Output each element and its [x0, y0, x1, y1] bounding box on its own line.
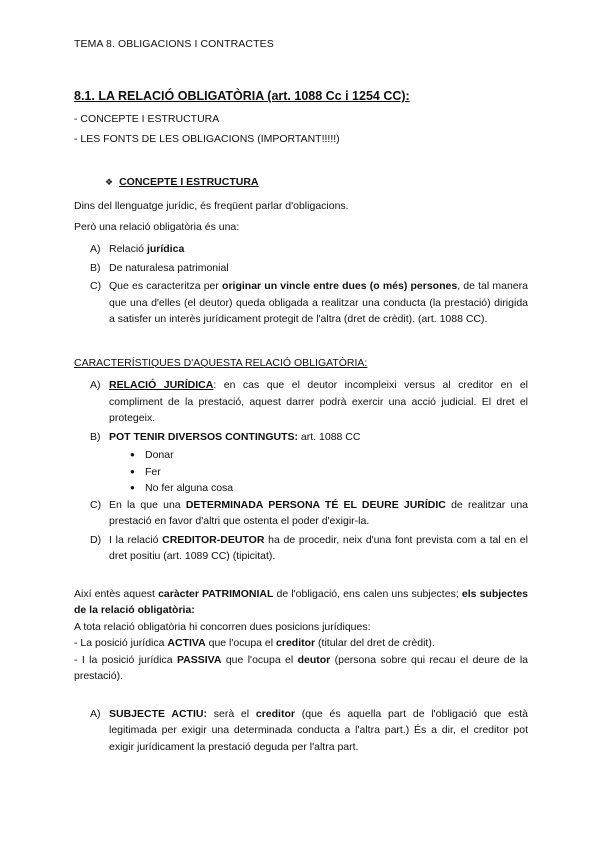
document-body: [74, 88, 528, 757]
bullet-item: ● Donar: [74, 447, 528, 464]
paragraph: - La posició jurídica ACTIVA que l'ocupa el creditor (titular del dret de crèdit).: [74, 637, 435, 649]
bullet-icon: ●: [130, 450, 135, 459]
topic-list: [74, 111, 528, 148]
paragraph: Així entès aquest caràcter PATRIMONIAL de l'obligació, ens calen uns subjectes; els subjectes de la relació obligatòria:: [74, 587, 529, 616]
page-header: TEMA 8. OBLIGACIONS I CONTRACTES: [74, 38, 274, 50]
list-item: D) I la relació CREDITOR-DEUTOR ha de procedir, neix d'una font prevista com a tal en el dret positiu (art. 1089 CC) (tipicitat).: [90, 533, 528, 562]
topic-item: - LES FONTS DE LES OBLIGACIONS (IMPORTANT!!!!!): [74, 133, 340, 145]
intro-paragraph: Però una relació obligatòria és una:: [74, 220, 240, 233]
list-item: B) De naturalesa patrimonial: [90, 261, 229, 274]
list-item: C) En la que una DETERMINADA PERSONA TÉ EL DEURE JURÍDIC de realitzar una prestació en favor d'altri que ostenta el poder d'exigir-la.: [90, 498, 528, 527]
definition-list: [74, 241, 528, 328]
list-item: B) POT TENIR DIVERSOS CONTINGUTS: art. 1088 CC: [90, 430, 361, 443]
bullet-item: ● Fer: [74, 464, 528, 481]
list-item: C) Que es caracteritza per originar un vincle entre dues (o més) persones, de tal manera que una d'elles (el deutor) queda obligada a realitzar una conducta (la prestació) dirigida a satisfer un interès jurídicament protegit de l'altra (dret de crèdit). (art. 1088 CC).: [90, 280, 528, 325]
topic-item: - CONCEPTE I ESTRUCTURA: [74, 112, 220, 125]
subjects-list: [74, 706, 528, 756]
characteristics-list: [74, 377, 528, 565]
intro-paragraph: Dins del llenguatge jurídic, és freqüent parlar d'obligacions.: [74, 200, 349, 212]
diamond-bullet-icon: ❖: [105, 176, 114, 187]
list-item: A) Relació jurídica: [90, 243, 185, 255]
bullet-item: ● No fer alguna cosa: [74, 480, 528, 497]
list-item: A) SUBJECTE ACTIU: serà el creditor (que és aquella part de l'obligació que està legitimada per exigir una determinada conducta a l'altra part.) És a dir, el creditor pot exigir jurídicament la prestació deguda per l'altra part.: [90, 707, 528, 753]
list-item: A) RELACIÓ JURÍDICA: en cas que el deutor incompleixi versus al creditor en el compliment de la prestació, aquest darrer podrà exercir una acció judicial. El dret el protegeix.: [90, 379, 528, 424]
paragraph: - I la posició jurídica PASSIVA que l'ocupa el deutor (persona sobre qui recau el deure de la prestació).: [74, 653, 529, 682]
bullet-icon: ●: [130, 483, 135, 492]
subjects-paragraphs: [74, 586, 528, 685]
section-title: 8.1. LA RELACIÓ OBLIGATÒRIA (art. 1088 Cc i 1254 CC):: [74, 89, 410, 103]
bullet-icon: ●: [130, 466, 135, 476]
subsection-heading: ❖ CONCEPTE I ESTRUCTURA: [74, 174, 528, 191]
characteristics-heading: CARACTERÍSTIQUES D'AQUESTA RELACIÓ OBLIGATÒRIA:: [74, 356, 368, 369]
paragraph: A tota relació obligatòria hi concorren dues posicions jurídiques:: [74, 620, 371, 633]
